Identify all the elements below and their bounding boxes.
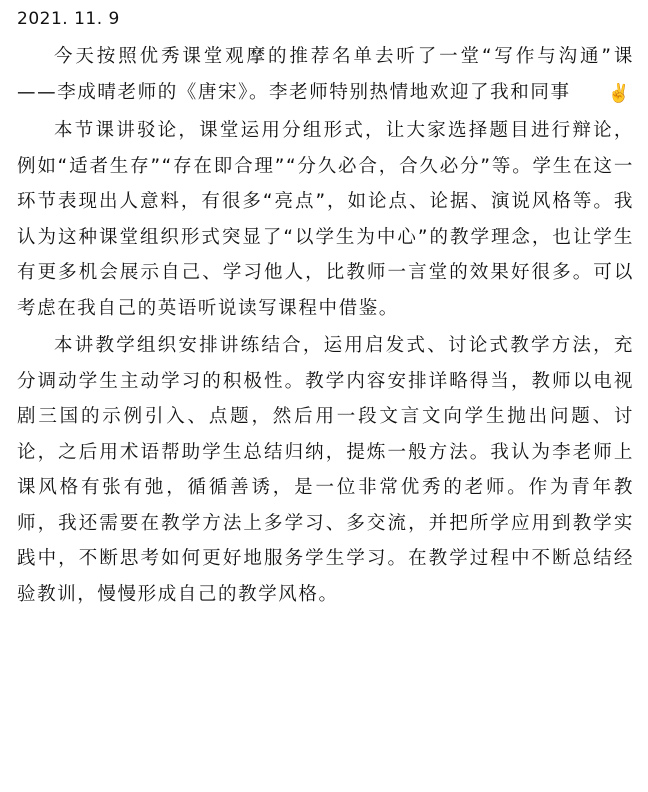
paragraph-1-text: 今天按照优秀课堂观摩的推荐名单去听了一堂“写作与沟通”课——李成晴老师的《唐宋》。李老师特别热情地欢迎了我和同事 (17, 46, 634, 103)
entry-date: 2021. 11. 9 (17, 9, 120, 29)
paragraph-3 (17, 328, 634, 612)
paragraph-2-text: 本节课讲驳论，课堂运用分组形式，让大家选择题目进行辩论，例如“适者生存”“存在即合理”“分久必合，合久必分”等。学生在这一环节表现出人意料，有很多“亮点”，如论点、论据、演说风格等。我认为这种课堂组织形式突显了“以学生为中心”的教学理念，也让学生有更多机会展示自己、学习他人，比教师一言堂的效果好很多。可以考虑在我自己的英语听说读写课程中借鉴。 (17, 120, 634, 319)
paragraph-1 (17, 39, 634, 111)
victory-hand-emoji-icon: ✌️ (607, 82, 630, 104)
paragraph-2 (17, 113, 634, 326)
paragraph-3-text: 本讲教学组织安排讲练结合，运用启发式、讨论式教学方法，充分调动学生主动学习的积极性。教学内容安排详略得当，教师以电视剧三国的示例引入、点题，然后用一段文言文向学生抛出问题、讨论，之后用术语帮助学生总结归纳，提炼一般方法。我认为李老师上课风格有张有弛，循循善诱，是一位非常优秀的老师。作为青年教师，我还需要在教学方法上多学习、多交流，并把所学应用到教学实践中，不断思考如何更好地服务学生学习。在教学过程中不断总结经验教训，慢慢形成自己的教学风格。 (17, 335, 634, 605)
